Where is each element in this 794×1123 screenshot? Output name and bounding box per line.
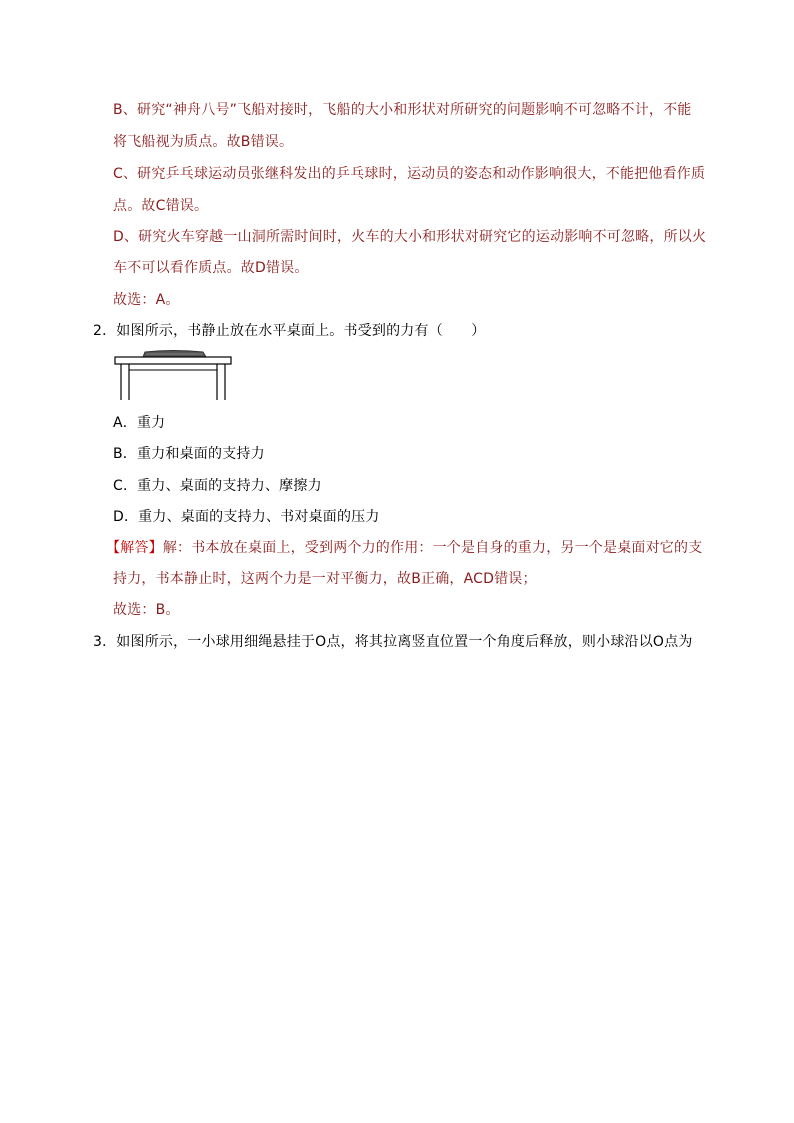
question2-choice: 故选：B。 xyxy=(113,602,180,618)
question2-option-c: C．重力、桌面的支持力、摩擦力 xyxy=(113,478,322,494)
answer1-c-line2: 点。故C错误。 xyxy=(113,198,209,214)
table-top xyxy=(115,357,231,364)
question2-answer-line2: 持力，书本静止时，这两个力是一对平衡力，故B正确，ACD错误； xyxy=(113,571,537,587)
answer1-b-line2: 将飞船视为质点。故B错误。 xyxy=(113,134,294,150)
answer1-c-line1: C、研究乒乓球运动员张继科发出的乒乓球时，运动员的姿态和动作影响很大，不能把他看作质 xyxy=(113,166,706,182)
answer1-choice: 故选：A。 xyxy=(113,292,180,308)
question3-stem: 3．如图所示，一小球用细绳悬挂于O点，将其拉离竖直位置一个角度后释放，则小球沿以O点为 xyxy=(93,634,693,650)
answer-text-line1: 解：书本放在桌面上，受到两个力的作用：一个是自身的重力，另一个是桌面对它的支 xyxy=(162,540,703,556)
question2-option-b: B．重力和桌面的支持力 xyxy=(113,446,265,462)
question2-answer-line1 xyxy=(106,538,702,558)
answer1-b-line1: B、研究“神舟八号”飞船对接时，飞船的大小和形状对所研究的问题影响不可忽略不计，不能 xyxy=(113,102,692,118)
answer-tag: 【解答】 xyxy=(106,540,163,556)
answer1-d-line2: 车不可以看作质点。故D错误。 xyxy=(113,260,309,276)
question2-option-a: A．重力 xyxy=(113,415,166,431)
answer1-d-line1: D、研究火车穿越一山洞所需时间时，火车的大小和形状对研究它的运动影响不可忽略，所以火 xyxy=(113,229,707,245)
question2-option-d: D．重力、桌面的支持力、书对桌面的压力 xyxy=(113,509,380,525)
book-on-table-figure xyxy=(113,343,233,401)
question2-stem: 2．如图所示，书静止放在水平桌面上。书受到的力有（ ） xyxy=(93,323,486,339)
